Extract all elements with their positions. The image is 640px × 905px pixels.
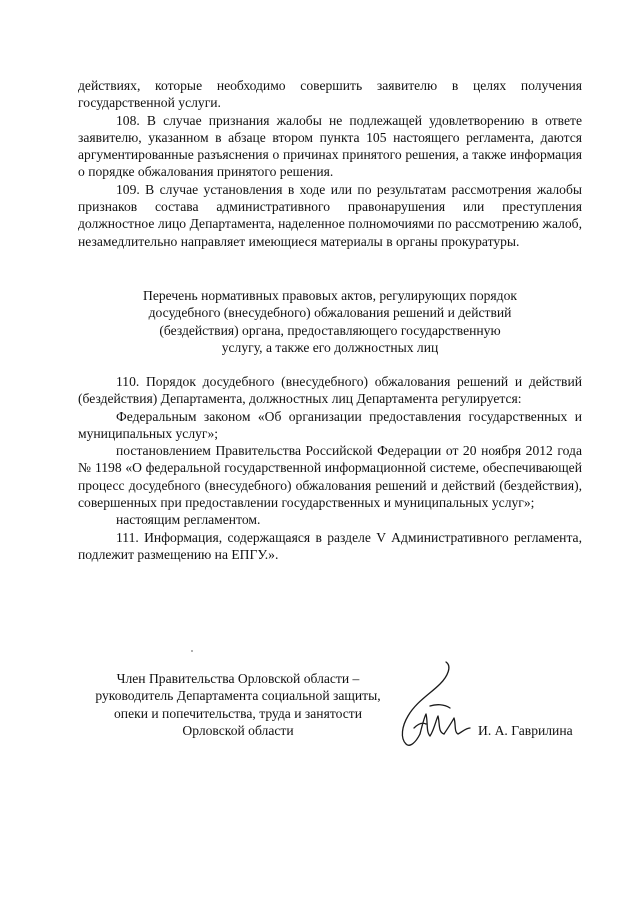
signatory-title	[78, 670, 398, 739]
signatory-title-line: руководитель Департамента социальной защиты,	[95, 688, 381, 704]
section-heading-line: Перечень нормативных правовых актов, регулирующих порядок	[143, 288, 517, 303]
section-heading-line: досудебного (внесудебного) обжалования решений и действий	[148, 305, 512, 321]
signer-name: И. А. Гаврилина	[478, 723, 573, 738]
section-heading-line: (бездействия) органа, предоставляющего государственную	[159, 322, 501, 338]
body-text-bottom	[78, 373, 582, 563]
signatory-title-line: Орловской области	[182, 722, 294, 738]
paragraph-government-decree: постановлением Правительства Российской Федерации от 20 ноября 2012 года № 1198 «О федеральной государственной информационной системе, обеспечивающей процесс досудебного (внесудебного) обжалования решений и действий (бездействия), совершенных при предоставлении государственных и муниципальных услуг»;	[78, 443, 582, 511]
paragraph-111: 111. Информация, содержащаяся в разделе V Административного регламента, подлежит размещению на ЕПГУ.».	[78, 529, 582, 562]
paragraph-109: 109. В случае установления в ходе или по результатам рассмотрения жалобы признаков состава административного правонарушения или преступления должностное лицо Департамента, наделенное полномочиями по рассмотрению жалоб, незамедлительно направляет имеющиеся материалы в органы прокуратуры.	[78, 181, 582, 249]
section-heading-line: услугу, а также его должностных лиц	[221, 339, 439, 355]
body-text-top	[78, 77, 582, 250]
signatory-title-line: опеки и попечительства, труда и занятости	[114, 705, 362, 721]
signatory-title-line: Член Правительства Орловской области –	[116, 671, 360, 686]
paragraph-108: 108. В случае признания жалобы не подлежащей удовлетворению в ответе заявителю, указанном в абзаце втором пункта 105 настоящего регламента, даются аргументированные разъяснения о причинах принятого решения, а также информация о порядке обжалования принятого решения.	[78, 112, 582, 180]
scan-dot	[191, 650, 193, 652]
paragraph-110: 110. Порядок досудебного (внесудебного) обжалования решений и действий (бездействия) Департамента, должностных лиц Департамента регулируется:	[78, 374, 582, 407]
paragraph-federal-law: Федеральным законом «Об организации предоставления государственных и муниципальных услуг»;	[78, 408, 582, 441]
paragraph-continuation: действиях, которые необходимо совершить заявителю в целях получения государственной услуги.	[78, 78, 582, 111]
paragraph-this-regulation: настоящим регламентом.	[116, 512, 261, 528]
section-heading	[78, 287, 582, 356]
handwritten-signature	[386, 658, 472, 754]
